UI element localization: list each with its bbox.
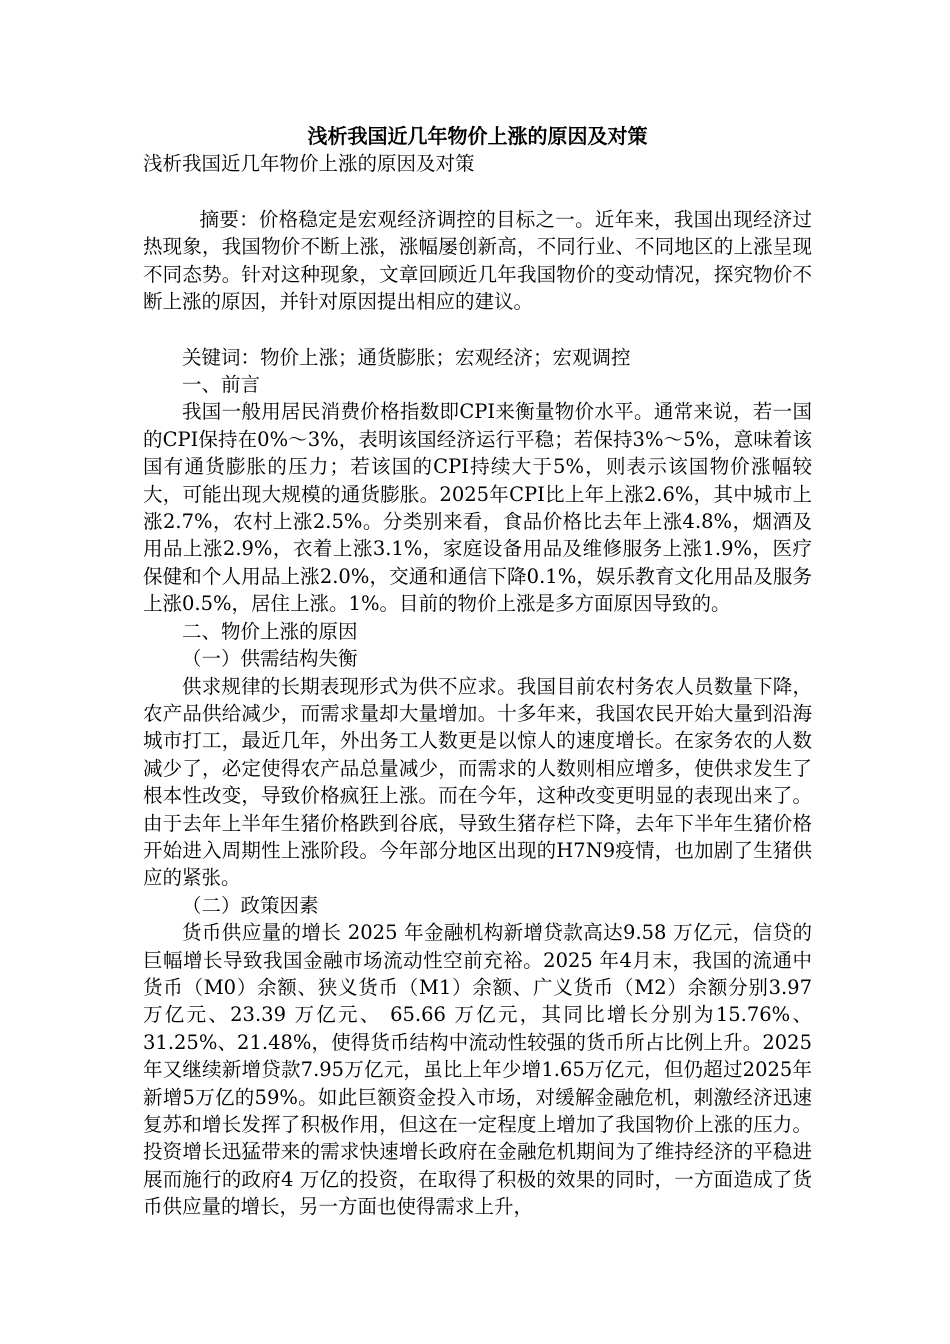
- section-heading-causes: 二、物价上涨的原因: [182, 619, 358, 643]
- subsection-heading-policy: （二）政策因素: [182, 893, 319, 917]
- intro-paragraph: 我国一般用居民消费价格指数即CPI来衡量物价水平。通常来说，若一国的CPI保持在0%～3%，表明该国经济运行平稳；若保持3%～5%，意味着该国有通货膨胀的压力；若该国的CPI持续大于5%，则表示该国物价涨幅较大，可能出现大规模的通货膨胀。2025年CPI比上年上涨2.6%，其中城市上涨2.7%，农村上涨2.5%。分类别来看，食品价格比去年上涨4.8%，烟酒及用品上涨2.9%，衣着上涨3.1%，家庭设备用品及维修服务上涨1.9%，医疗保健和个人用品上涨2.0%，交通和通信下降0.1%，娱乐教育文化用品及服务上涨0.5%，居住上涨。1%。目前的物价上涨是多方面原因导致的。: [143, 400, 812, 616]
- spacer: [143, 316, 812, 344]
- spacer: [143, 178, 812, 206]
- abstract-paragraph: 摘要：价格稳定是宏观经济调控的目标之一。近年来，我国出现经济过热现象，我国物价不断上涨，涨幅屡创新高，不同行业、不同地区的上涨呈现不同态势。针对这种现象，文章回顾近几年我国物价的变动情况，探究物价不断上涨的原因，并针对原因提出相应的建议。: [143, 208, 812, 314]
- section-heading-intro: 一、前言: [182, 373, 261, 397]
- keywords-line: 关键词：物价上涨；通货膨胀；宏观经济；宏观调控: [182, 345, 631, 369]
- subsection-heading-supply-demand: （一）供需结构失衡: [182, 647, 358, 671]
- policy-paragraph: 货币供应量的增长 2025 年金融机构新增贷款高达9.58 万亿元，信贷的巨幅增长导致我国金融市场流动性空前充裕。2025 年4月末，我国的流通中货币（M0）余额、狭义货币（M1）余额、广义货币（M2）余额分别3.97 万亿元、23.39 万亿元、 65.66 万亿元，其同比增长分别为15.76%、31.25%、21.48%，使得货币结构中流动性较强的货币所占比例上升。2025年又继续新增贷款7.95万亿元，虽比上年少增1.65万亿元，但仍超过2025年新增5万亿的59%。如此巨额资金投入市场，对缓解金融危机，刺激经济迅速复苏和增长发挥了积极作用，但这在一定程度上增加了我国物价上涨的压力。投资增长迅猛带来的需求快速增长政府在金融危机期间为了维持经济的平稳进展而施行的政府4 万亿的投资，在取得了积极的效果的同时，一方面造成了货币供应量的增长，另一方面也使得需求上升，: [143, 921, 812, 1219]
- document-title: 浅析我国近几年物价上涨的原因及对策: [307, 124, 648, 148]
- document-subtitle: 浅析我国近几年物价上涨的原因及对策: [143, 152, 475, 175]
- supply-demand-paragraph: 供求规律的长期表现形式为供不应求。我国目前农村务农人员数量下降，农产品供给减少，而需求量却大量增加。十多年来，我国农民开始大量到沿海城市打工，最近几年，外出务工人数更是以惊人的速度增长。在家务农的人数减少了，必定使得农产品总量减少，而需求的人数则相应增多，使供求发生了根本性改变，导致价格疯狂上涨。而在今年，这种改变更明显的表现出来了。由于去年上半年生猪价格跌到谷底，导致生猪存栏下降，去年下半年生猪价格开始进入周期性上涨阶段。今年部分地区出现的H7N9疫情，也加剧了生猪供应的紧张。: [143, 674, 812, 890]
